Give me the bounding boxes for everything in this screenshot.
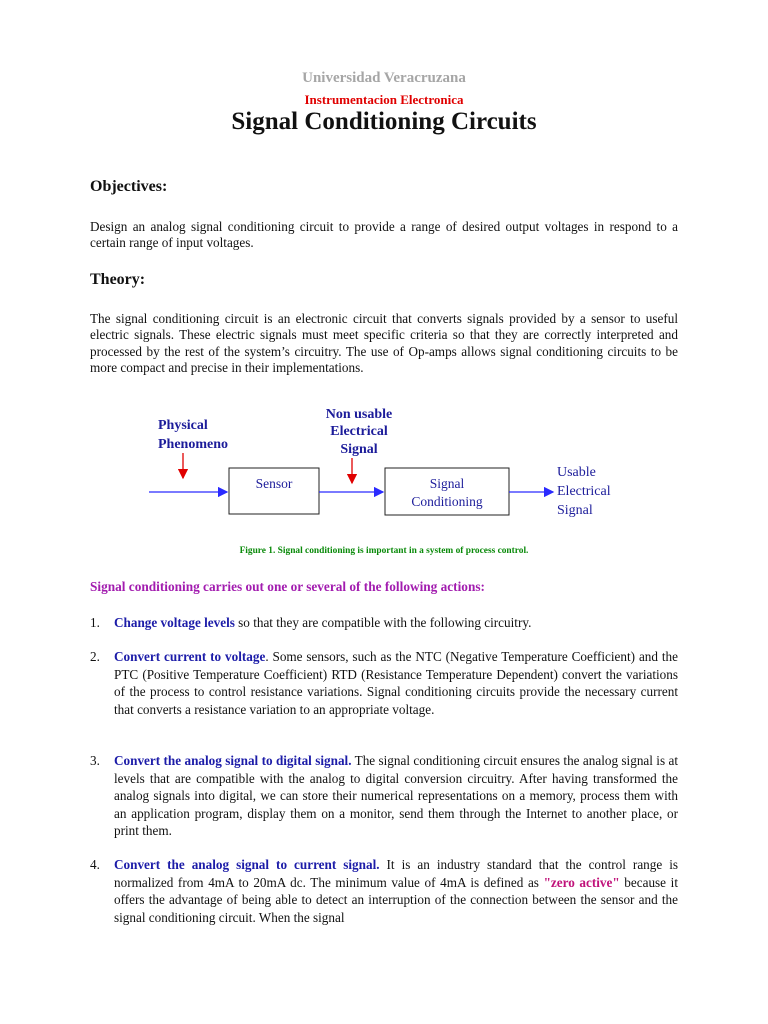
list-text <box>114 648 678 718</box>
list-text <box>114 752 678 840</box>
list-rest: so that they are compatible with the following circuitry. <box>234 615 532 630</box>
university-name: Universidad Veracruzana <box>302 70 466 86</box>
department-name: Instrumentacion Electronica <box>304 92 464 107</box>
list-bold: Convert current to voltage <box>114 649 266 664</box>
list-number: 3. <box>90 753 100 768</box>
page-title: Signal Conditioning Circuits <box>231 108 537 135</box>
list-bold: Convert the analog signal to digital signal. <box>114 753 352 768</box>
sensor-label: Sensor <box>255 476 293 491</box>
list-number: 1. <box>90 615 100 630</box>
list-rest: It is an industry standard that the control range is normalized from 4mA to 20mA dc. The minimum value of 4mA is defined as <box>114 857 678 890</box>
signal-conditioning-label-line1: Signal <box>429 476 465 491</box>
label-physical-line1: Physical <box>158 418 208 433</box>
objectives-heading: Objectives: <box>90 178 168 195</box>
label-usable-line3: Signal <box>557 503 593 518</box>
label-usable-line2: Electrical <box>557 484 611 499</box>
list-item <box>90 648 678 718</box>
label-nonusable-line3: Signal <box>340 442 378 457</box>
list-item <box>90 856 678 926</box>
zero-active-highlight: "zero active" <box>543 874 620 890</box>
list-text <box>114 856 678 926</box>
actions-heading: Signal conditioning carries out one or several of the following actions: <box>90 579 485 594</box>
list-number: 2. <box>90 649 100 664</box>
theory-text: The signal conditioning circuit is an electronic circuit that converts signals provided by a sensor to useful electric signals. These electric signals must meet specific criteria so that they are correctly interpreted and processed by the rest of the system’s circuitry. The use of Op-amps allows signal conditioning circuits to be more compact and precise in their implementations. <box>90 311 678 375</box>
list-item <box>90 752 678 840</box>
label-physical-line2: Phenomeno <box>158 437 228 452</box>
signal-chain-diagram <box>145 398 635 528</box>
label-nonusable-line1: Non usable <box>325 407 393 422</box>
label-nonusable-line2: Electrical <box>330 424 388 439</box>
list-rest: because it offers the advantage of being able to detect an interruption of the connection between the sensor and the signal conditioning circuit. When the signal <box>114 874 678 925</box>
sensor-box <box>229 468 319 514</box>
list-number: 4. <box>90 857 100 872</box>
label-usable-line1: Usable <box>557 465 596 480</box>
signal-conditioning-label-line2: Conditioning <box>411 494 483 509</box>
list-bold: Change voltage levels <box>114 615 235 630</box>
list-bold: Convert the analog signal to current signal. <box>114 857 380 872</box>
list-rest: . Some sensors, such as the NTC (Negative Temperature Coefficient) and the PTC (Positive Temperature Coefficient) RTD (Resistance Temperature Dependent) convert the variations of the process to control resistance variations. Signal conditioning circuits provide the necessary current that converts a resistance variation to an appropriate voltage. <box>114 649 678 717</box>
list-text <box>114 614 678 632</box>
list-rest: The signal conditioning circuit ensures the analog signal is at levels that are compatible with the analog to digital conversion circuitry. After having transformed the analog signals into digital, we can store their numerical representations on a memory, process them with an application program, display them on a monitor, send them through the Internet to another place, or print them. <box>114 753 678 838</box>
list-item <box>90 614 678 632</box>
figure-caption: Figure 1. Signal conditioning is important in a system of process control. <box>239 546 529 556</box>
objectives-text: Design an analog signal conditioning circuit to provide a range of desired output voltages in respond to a certain range of input voltages. <box>90 219 678 251</box>
theory-heading: Theory: <box>90 271 146 288</box>
